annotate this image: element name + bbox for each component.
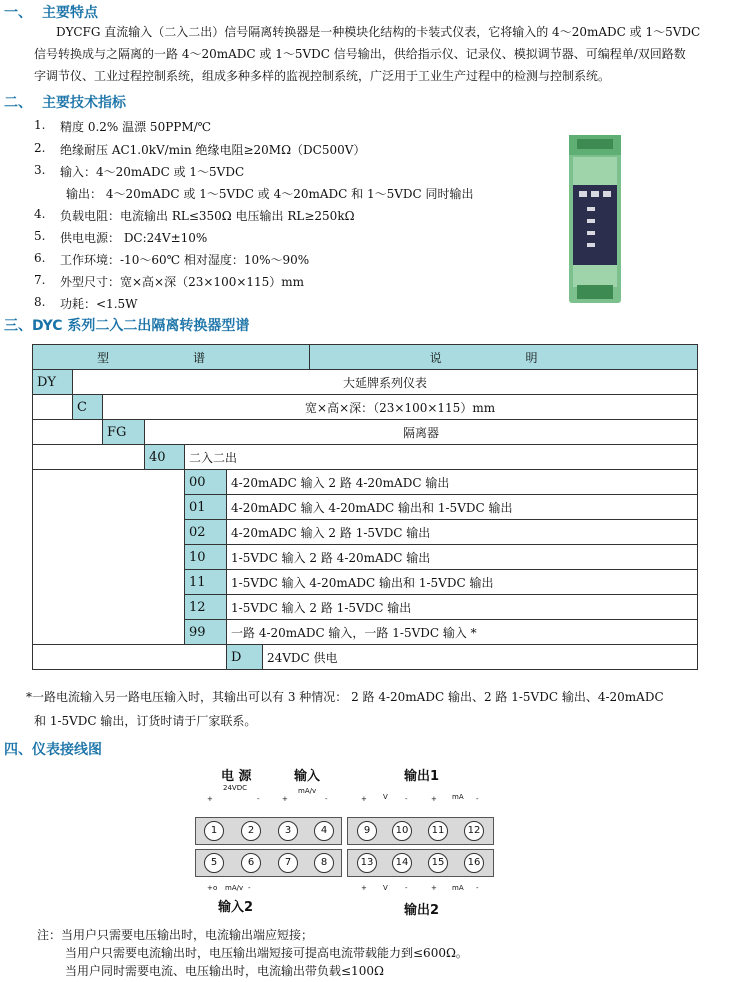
spec-num: 1. [34,118,46,132]
terminal-12: 12 [464,821,484,841]
desc-40: 二入二出 [185,445,698,470]
spec-text: 工作环境：-10～60℃ 相对湿度：10%～90% [60,253,310,267]
code-12: 12 [185,595,227,620]
device-image [565,135,625,303]
input2-label: 输入2 [218,900,254,915]
intro-line-3: 字调节仪、工业过程控制系统，组成多种多样的监视控制系统，广泛用于工业生产过程中的检测与控制系统。 [34,69,611,83]
terminal-7: 7 [278,853,298,873]
intro-line-1: DYCFG 直流输入（二入二出）信号隔离转换器是一种模块化结构的卡装式仪表，它将输入的 4～20mADC 或 1～5VDC [56,25,701,39]
input2-type-label: mA/v [225,884,244,892]
minus-mark: - [405,795,408,803]
minus-mark: - [325,795,328,803]
minus-mark: - [476,884,479,892]
terminal-8: 8 [314,853,334,873]
code-c: C [73,395,103,420]
footnote-2: 当用户只需要电流输出时，电压输出端短接可提高电流带载能力到≤600Ω。 [65,946,468,960]
minus-mark: - [248,884,251,892]
table-note-2: 和 1-5VDC 输出，订货时请于厂家联系。 [34,714,257,728]
desc-dy: 大延牌系列仪表 [73,370,698,395]
spec-text: 输出： 4～20mADC 或 1～5VDC 或 4～20mADC 和 1～5VDC 同时输出 [66,187,474,201]
blank-cell [33,470,185,645]
blank-cell [33,645,227,670]
section2-title: 主要技术指标 [42,95,126,111]
desc-99: 一路 4-20mADC 输入，一路 1-5VDC 输入 * [227,620,698,645]
desc-01: 4-20mADC 输入 4-20mADC 输出和 1-5VDC 输出 [227,495,698,520]
power-sub-label: 24VDC [223,784,247,792]
plus-mark: + [431,884,437,892]
desc-d: 24VDC 供电 [263,645,698,670]
terminal-4: 4 [314,821,334,841]
blank-cell [33,445,145,470]
model-spectrum-table [32,344,698,670]
terminal-2: 2 [241,821,261,841]
header-description: 说 明 [310,345,698,370]
terminal-block-bottom-right [347,849,494,877]
section1-title: 主要特点 [42,5,98,21]
terminal-3: 3 [278,821,298,841]
terminal-1: 1 [204,821,224,841]
voltage-label: V [383,793,388,801]
code-10: 10 [185,545,227,570]
blank-cell [33,395,73,420]
terminal-14: 14 [392,853,412,873]
plus-mark: + [361,884,367,892]
code-00: 00 [185,470,227,495]
plus-mark: + [207,884,213,892]
spec-num: 2. [34,141,46,155]
terminal-6: 6 [241,853,261,873]
output1-label: 输出1 [404,769,440,784]
spec-text: 外型尺寸：宽×高×深（23×100×115）mm [60,275,305,289]
spec-text: 功耗：<1.5W [60,297,138,311]
current-label: mA [452,884,464,892]
code-01: 01 [185,495,227,520]
footnote-1: 注：当用户只需要电压输出时，电流输出端应短接； [37,928,314,942]
section4-title: 四、仪表接线图 [4,742,102,758]
power-label: 电 源 [221,769,252,784]
desc-c: 宽×高×深：（23×100×115）mm [103,395,698,420]
spec-text: 负载电阻：电流输出 RL≤350Ω 电压输出 RL≥250kΩ [60,209,355,223]
spec-num: 8. [34,295,46,309]
spec-num: 4. [34,207,46,221]
minus-mark: - [257,795,260,803]
plus-mark: + [431,795,437,803]
code-fg: FG [103,420,145,445]
spec-num: 5. [34,229,46,243]
output2-label: 输出2 [404,903,440,918]
code-11: 11 [185,570,227,595]
code-d: D [227,645,263,670]
terminal-11: 11 [428,821,448,841]
terminal-5: 5 [204,853,224,873]
voltage-label: V [383,884,388,892]
intro-line-2: 信号转换成与之隔离的一路 4～20mADC 或 1～5VDC 信号输出，供给指示仪、记录仪、模拟调节器、可编程单/双回路数 [34,47,686,61]
desc-00: 4-20mADC 输入 2 路 4-20mADC 输出 [227,470,698,495]
current-label: mA [452,793,464,801]
code-40: 40 [145,445,185,470]
spec-text: 输入：4～20mADC 或 1～5VDC [60,165,245,179]
terminal-15: 15 [428,853,448,873]
terminal-block-top-right [347,817,494,845]
code-02: 02 [185,520,227,545]
terminal-16: 16 [464,853,484,873]
terminal-10: 10 [392,821,412,841]
spec-text: 精度 0.2% 温漂 50PPM/℃ [60,120,212,134]
table-note-1: *一路电流输入另一路电压输入时，其输出可以有 3 种情况： 2 路 4-20mADC 输出、2 路 1-5VDC 输出、4-20mADC [26,690,664,704]
spec-text: 供电电源： DC:24V±10% [60,231,208,245]
blank-cell [33,420,103,445]
spec-text: 绝缘耐压 AC1.0kV/min 绝缘电阻≥20MΩ（DC500V） [60,143,366,157]
desc-12: 1-5VDC 输入 2 路 1-5VDC 输出 [227,595,698,620]
header-model: 型 谱 [33,345,310,370]
section2-number: 二、 [4,95,32,111]
desc-02: 4-20mADC 输入 2 路 1-5VDC 输出 [227,520,698,545]
plus-mark: + [361,795,367,803]
spec-num: 3. [34,163,46,177]
minus-mark: - [476,795,479,803]
terminal-mark: o [213,884,218,892]
terminal-block-bottom-left [195,849,342,877]
input-label: 输入 [294,769,321,784]
desc-fg: 隔离器 [145,420,698,445]
spec-num: 7. [34,273,46,287]
terminal-13: 13 [357,853,377,873]
section3-title: 三、DYC 系列二入二出隔离转换器型谱 [4,318,250,334]
minus-mark: - [405,884,408,892]
section1-number: 一、 [4,5,32,21]
terminal-9: 9 [357,821,377,841]
code-dy: DY [33,370,73,395]
desc-10: 1-5VDC 输入 2 路 4-20mADC 输出 [227,545,698,570]
input-sub-label: mA/v [298,787,317,795]
code-99: 99 [185,620,227,645]
plus-mark: + [282,795,288,803]
desc-11: 1-5VDC 输入 4-20mADC 输出和 1-5VDC 输出 [227,570,698,595]
footnote-3: 当用户同时需要电流、电压输出时，电流输出带负载≤100Ω [65,964,384,978]
plus-mark: + [207,795,213,803]
terminal-block-top-left [195,817,342,845]
spec-num: 6. [34,251,46,265]
